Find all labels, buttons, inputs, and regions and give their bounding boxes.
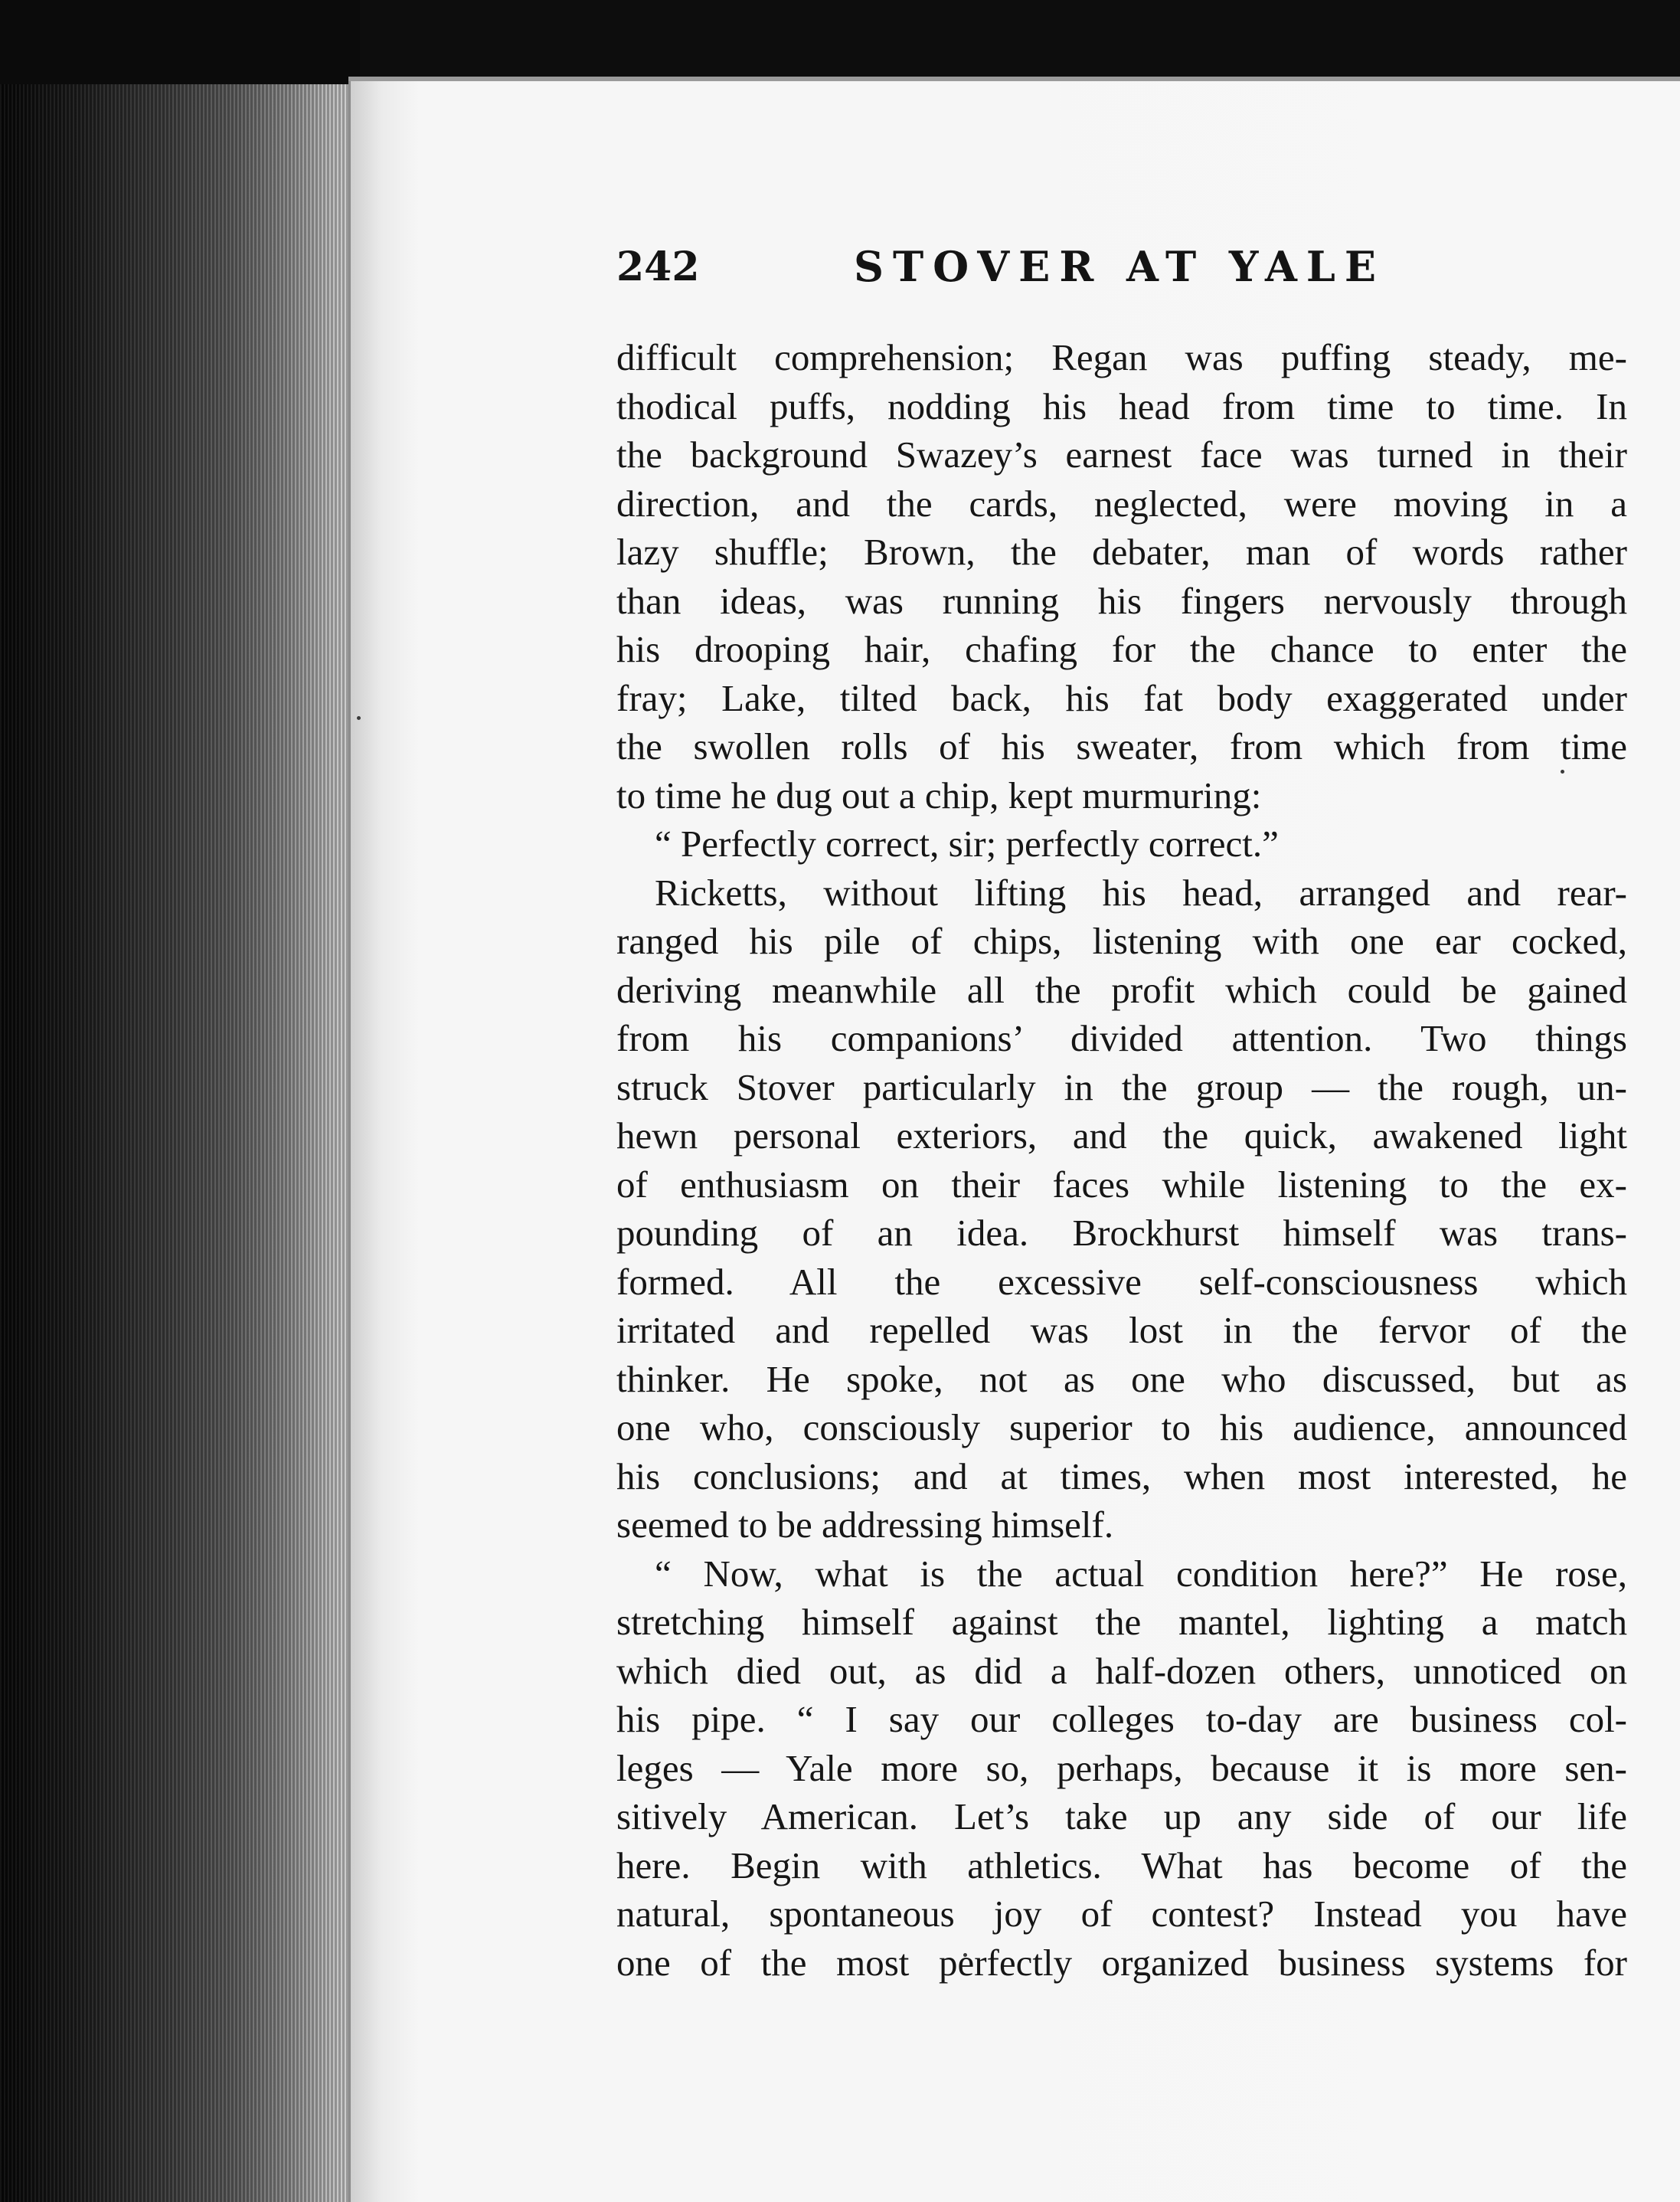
text-line: his drooping hair, chafing for the chance to enter the bbox=[616, 628, 1627, 670]
text-line: from his companions’ divided attention. Two things bbox=[616, 1017, 1627, 1059]
running-title: STOVER AT YALE bbox=[854, 242, 1386, 291]
page-text-block bbox=[616, 237, 1627, 1987]
text-line: deriving meanwhile all the profit which could be gained bbox=[616, 968, 1627, 1011]
text-line: the swollen rolls of his sweater, from which from time bbox=[616, 725, 1627, 767]
text-line: thinker. He spoke, not as one who discussed, but as bbox=[616, 1357, 1627, 1400]
text-line: the background Swazey’s earnest face was turned in their bbox=[616, 434, 1627, 476]
text-line: pounding of an idea. Brockhurst himself was trans- bbox=[616, 1212, 1627, 1254]
text-line: seemed to be addressing himself. bbox=[616, 1503, 1114, 1546]
text-line: difficult comprehension; Regan was puffing steady, me- bbox=[616, 336, 1627, 378]
text-line: than ideas, was running his fingers nervously through bbox=[616, 579, 1627, 622]
text-line: thodical puffs, nodding his head from time to time. In bbox=[616, 384, 1627, 427]
text-line: one of the most perfectly organized business systems for bbox=[616, 1941, 1627, 1984]
text-line: stretching himself against the mantel, lighting a match bbox=[616, 1601, 1627, 1643]
text-line: one who, consciously superior to his audience, announced bbox=[616, 1406, 1627, 1448]
text-line: fray; Lake, tilted back, his fat body exaggerated under bbox=[616, 676, 1627, 719]
text-line: direction, and the cards, neglected, were moving in a bbox=[616, 482, 1627, 525]
text-line: natural, spontaneous joy of contest? Instead you have bbox=[616, 1893, 1627, 1935]
text-line: ranged his pile of chips, listening with one ear cocked, bbox=[616, 920, 1627, 962]
text-line: lazy shuffle; Brown, the debater, man of words rather bbox=[616, 531, 1627, 573]
text-line: “ Now, what is the actual condition here?” He rose, bbox=[655, 1552, 1627, 1595]
page-number: 242 bbox=[616, 244, 700, 290]
text-line: formed. All the excessive self-consciousness which bbox=[616, 1260, 1627, 1303]
text-line: leges — Yale more so, perhaps, because it is more sen- bbox=[616, 1746, 1627, 1789]
text-line: sitively American. Let’s take up any side of our life bbox=[616, 1795, 1627, 1837]
text-line: irritated and repelled was lost in the fervor of the bbox=[616, 1309, 1627, 1351]
text-line: of enthusiasm on their faces while listening to the ex- bbox=[616, 1163, 1627, 1206]
text-line: Ricketts, without lifting his head, arranged and rear- bbox=[655, 871, 1627, 914]
book-edge-binding bbox=[0, 0, 360, 2202]
paper-speck bbox=[357, 716, 361, 720]
text-line: here. Begin with athletics. What has become of the bbox=[616, 1844, 1627, 1886]
body-text bbox=[616, 333, 1627, 1987]
text-line: struck Stover particularly in the group — the rough, un- bbox=[616, 1065, 1627, 1108]
running-head bbox=[616, 237, 1627, 310]
text-line: his conclusions; and at times, when most interested, he bbox=[616, 1454, 1627, 1497]
text-line: hewn personal exteriors, and the quick, awakened light bbox=[616, 1114, 1627, 1157]
text-line: to time he dug out a chip, kept murmuring: bbox=[616, 774, 1262, 816]
text-line: “ Perfectly correct, sir; perfectly correct.” bbox=[655, 823, 1279, 865]
text-line: his pipe. “ I say our colleges to-day are business col- bbox=[616, 1698, 1627, 1740]
text-line: which died out, as did a half-dozen others, unnoticed on bbox=[616, 1649, 1627, 1692]
